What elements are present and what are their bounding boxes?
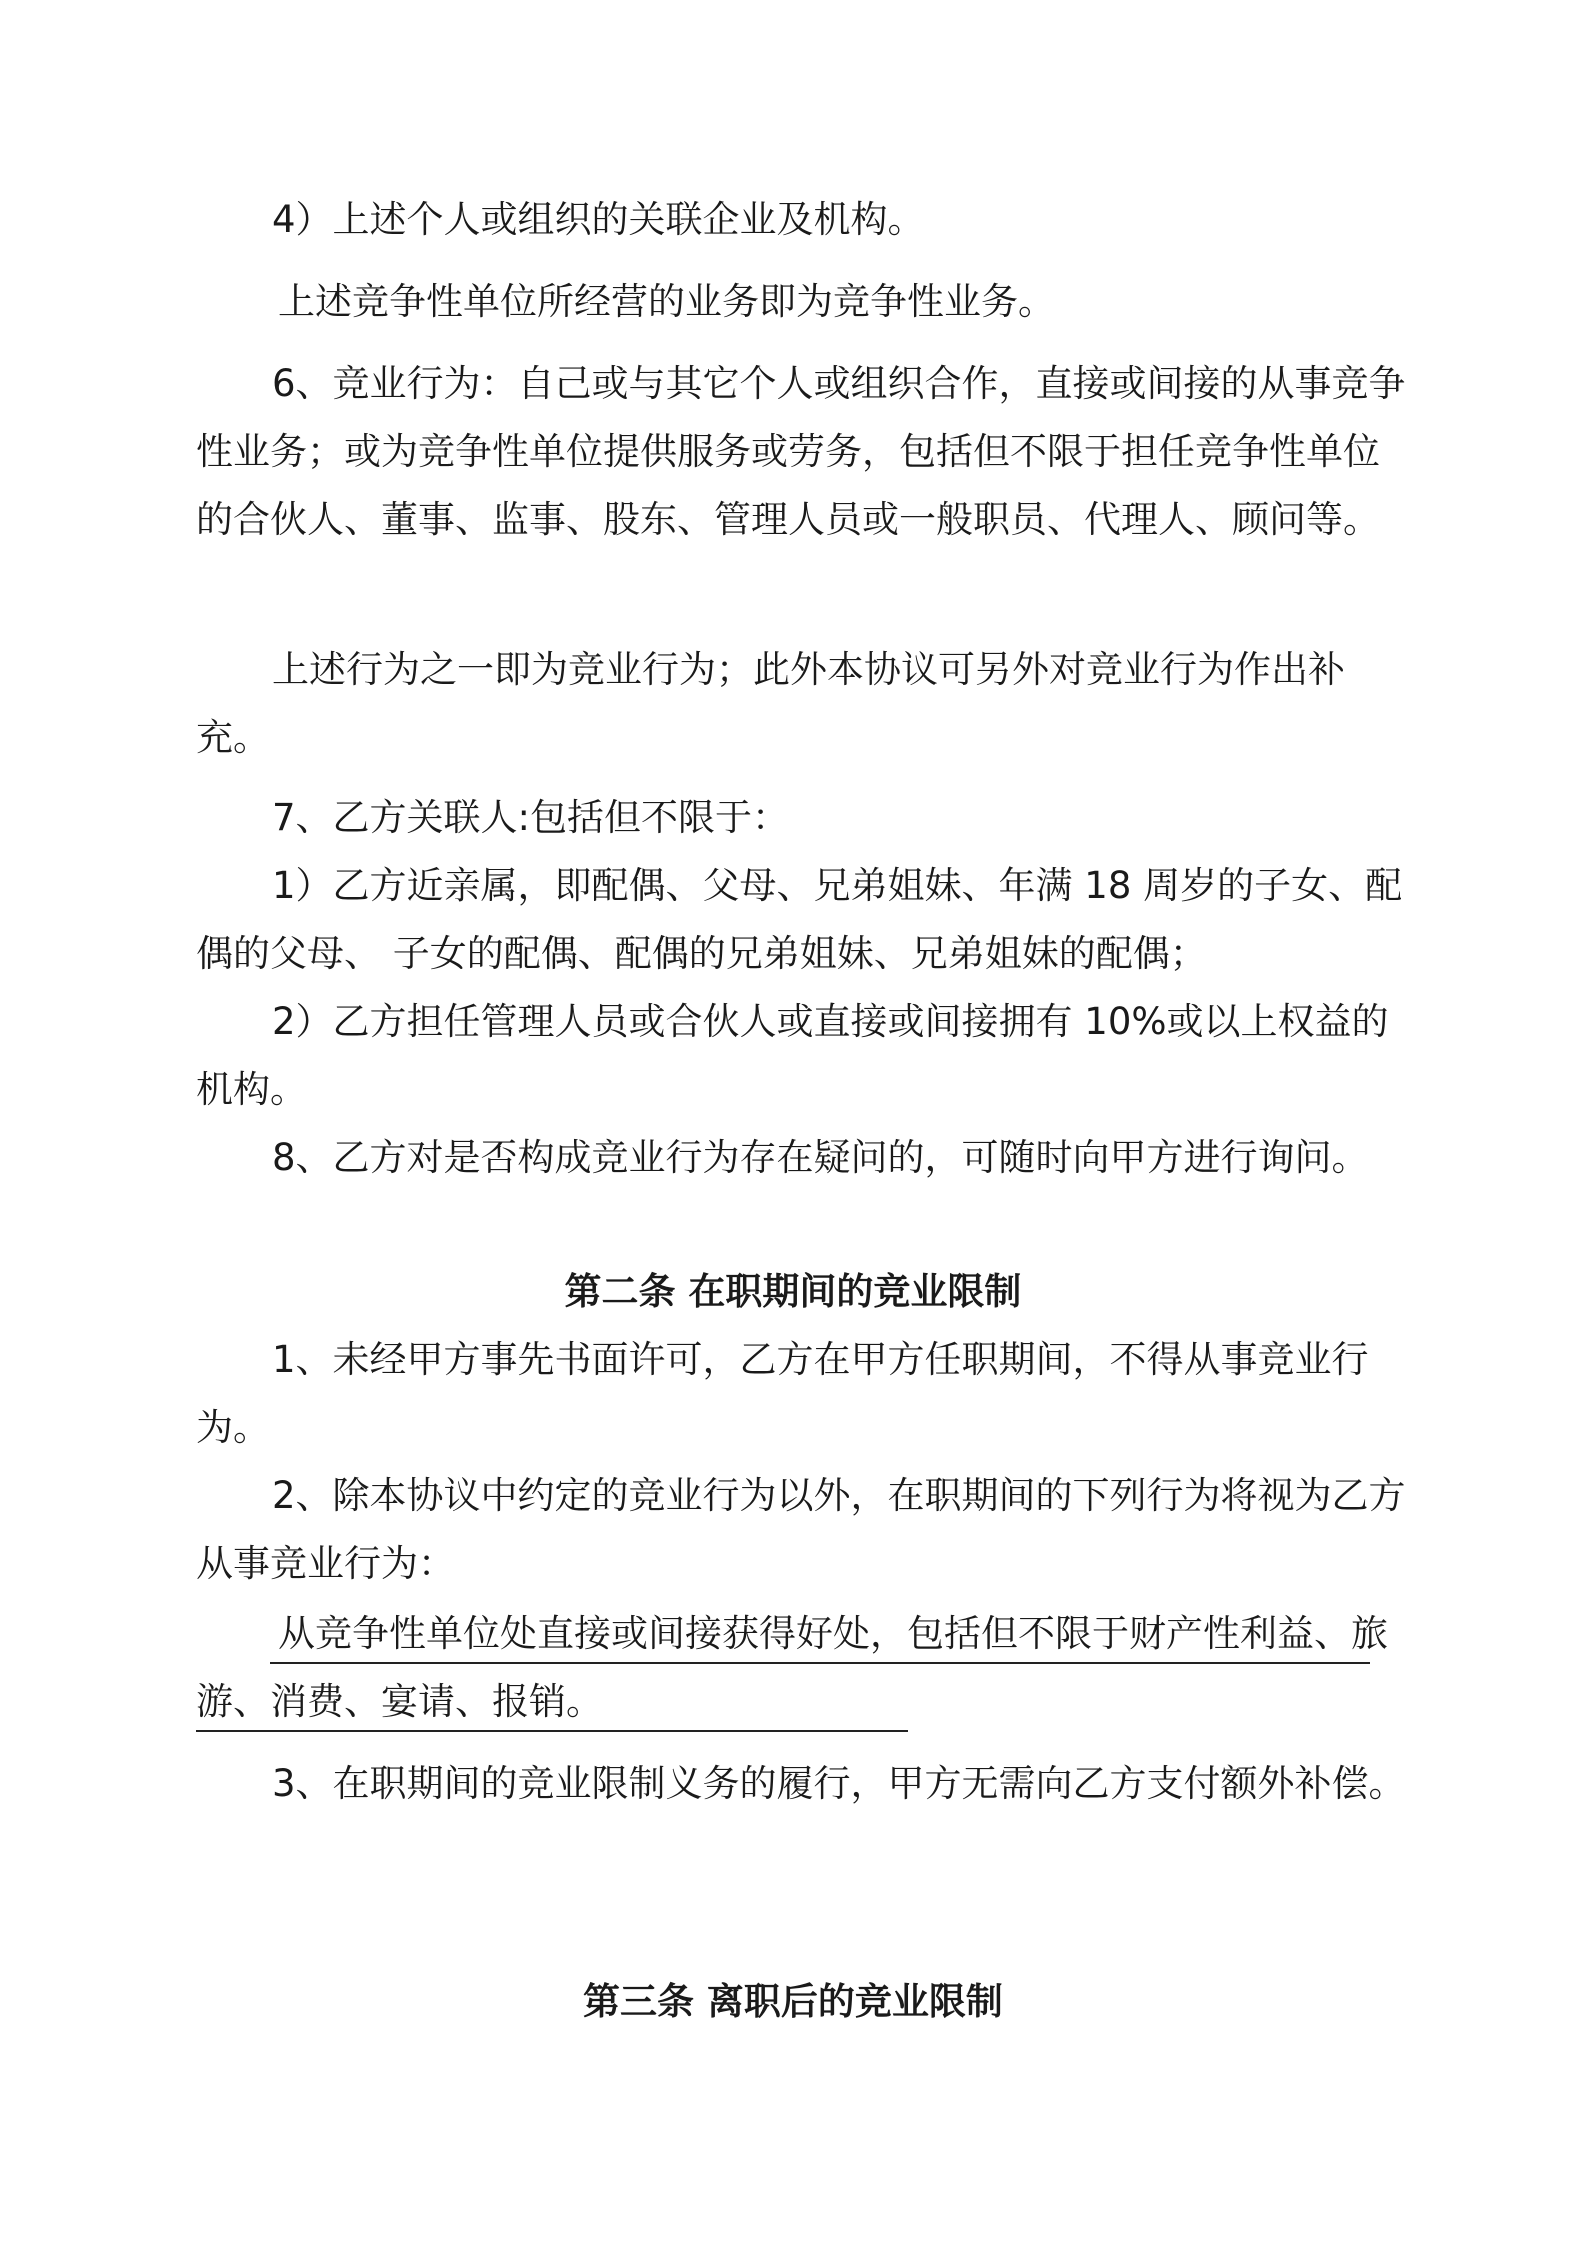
underline	[270, 1662, 1370, 1664]
paragraph-held-institutions: 2）乙方担任管理人员或合伙人或直接或间接拥有 10%或以上权益的机构。	[196, 1000, 1389, 1111]
paragraph-related-enterprises: 4）上述个人或组织的关联企业及机构。	[272, 198, 925, 241]
paragraph-competitive-business: 上述竞争性单位所经营的业务即为竞争性业务。	[278, 280, 1055, 323]
paragraph-related-persons: 7、乙方关联人:包括但不限于：	[272, 796, 790, 839]
article2-heading: 第二条 在职期间的竞业限制	[564, 1270, 1022, 1313]
article2-paragraph-3: 3、在职期间的竞业限制义务的履行，甲方无需向乙方支付额外补偿。	[272, 1762, 1406, 1805]
paragraph-competitive-behavior: 6、竞业行为：自己或与其它个人或组织合作，直接或间接的从事竞争性业务；或为竞争性单位提供服务或劳务，包括但不限于担任竞争性单位的合伙人、董事、监事、股东、管理人员或一般职员、代理人、顾问等。	[196, 362, 1406, 541]
paragraph-behavior-supplement: 上述行为之一即为竞业行为；此外本协议可另外对竞业行为作出补充。	[196, 648, 1345, 759]
article2-paragraph-2: 2、除本协议中约定的竞业行为以外，在职期间的下列行为将视为乙方从事竞业行为：	[196, 1474, 1406, 1585]
paragraph-close-relatives: 1）乙方近亲属，即配偶、父母、兄弟姐妹、年满 18 周岁的子女、配偶的父母、 子女的配偶、配偶的兄弟姐妹、兄弟姐妹的配偶；	[196, 864, 1403, 975]
paragraph-inquiry: 8、乙方对是否构成竞业行为存在疑问的，可随时向甲方进行询问。	[272, 1136, 1369, 1179]
underline	[196, 1730, 908, 1732]
article2-paragraph-benefits: 从竞争性单位处直接或间接获得好处，包括但不限于财产性利益、旅游、消费、宴请、报销。	[196, 1612, 1388, 1723]
article2-paragraph-1: 1、未经甲方事先书面许可，乙方在甲方任职期间，不得从事竞业行为。	[196, 1338, 1369, 1449]
article3-heading: 第三条 离职后的竞业限制	[583, 1980, 1003, 2023]
